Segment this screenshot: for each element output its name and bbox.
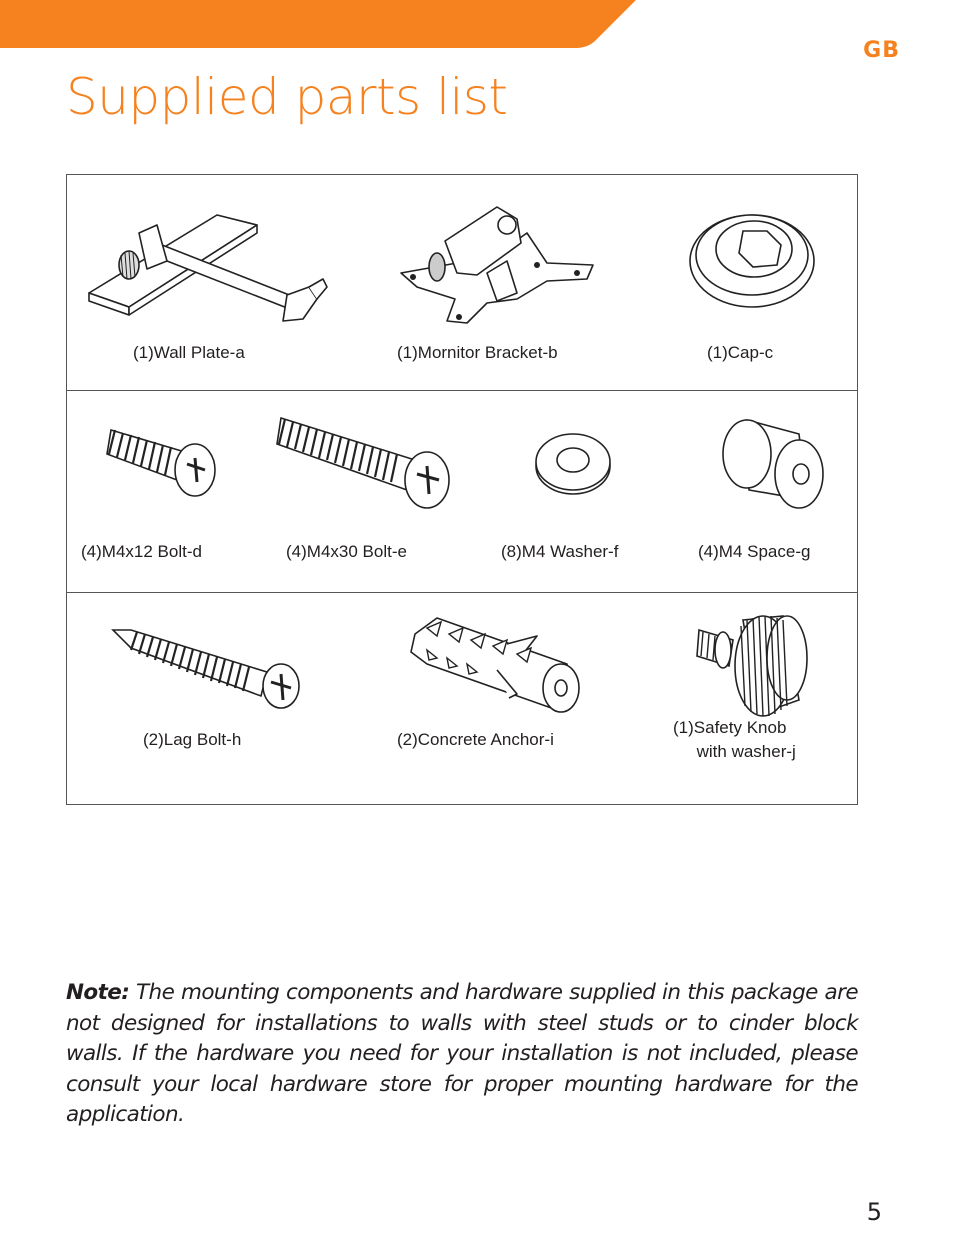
part-wall-plate (77, 203, 337, 353)
part-m4-spacer (719, 416, 829, 510)
lag-bolt-icon (111, 620, 301, 710)
part-label-monitor-bracket: (1)Mornitor Bracket-b (397, 343, 558, 362)
part-label-m4x30-bolt: (4)M4x30 Bolt-e (286, 542, 407, 561)
language-tag: GB (863, 38, 900, 63)
part-safety-knob (693, 610, 809, 722)
washer-icon (533, 430, 613, 496)
short-bolt-icon (105, 424, 220, 499)
part-label-concrete-anchor: (2)Concrete Anchor-i (397, 730, 554, 749)
part-m4-washer (533, 430, 613, 496)
part-label-cap: (1)Cap-c (707, 343, 774, 362)
parts-row-1 (67, 175, 857, 391)
header-accent-bar (0, 0, 640, 48)
page-number: 5 (866, 1198, 882, 1226)
monitor-bracket-icon (397, 203, 597, 333)
long-bolt-icon (275, 414, 453, 510)
wall-plate-icon (77, 203, 337, 353)
concrete-anchor-icon (407, 614, 587, 718)
parts-grid (66, 174, 858, 805)
part-label-m4-spacer: (4)M4 Space-g (698, 542, 811, 561)
part-lag-bolt (111, 620, 301, 710)
part-m4x30-bolt (275, 414, 453, 510)
note-label: Note: (66, 980, 130, 1005)
parts-row-3 (67, 592, 857, 804)
part-label-m4-washer: (8)M4 Washer-f (501, 542, 619, 561)
note-paragraph (66, 978, 858, 1131)
part-label-wall-plate: (1)Wall Plate-a (133, 343, 245, 362)
part-label-lag-bolt: (2)Lag Bolt-h (143, 730, 242, 749)
safety-knob-icon (693, 610, 809, 722)
part-label-safety-knob: (1)Safety Knob with washer-j (673, 718, 796, 761)
part-label-m4x12-bolt: (4)M4x12 Bolt-d (81, 542, 202, 561)
page-title: Supplied parts list (66, 68, 508, 126)
spacer-icon (719, 416, 829, 510)
part-m4x12-bolt (105, 424, 220, 499)
note-text: The mounting components and hardware supplied in this package are not designed for installations to walls with steel studs or to cinder block walls. If the hardware you need for your installation is not included, please consult your local hardware store for proper mounting hardware for the application. (66, 980, 858, 1127)
part-cap (687, 209, 817, 309)
part-monitor-bracket (397, 203, 597, 333)
parts-row-2 (67, 390, 857, 593)
part-concrete-anchor (407, 614, 587, 718)
cap-icon (687, 209, 817, 309)
